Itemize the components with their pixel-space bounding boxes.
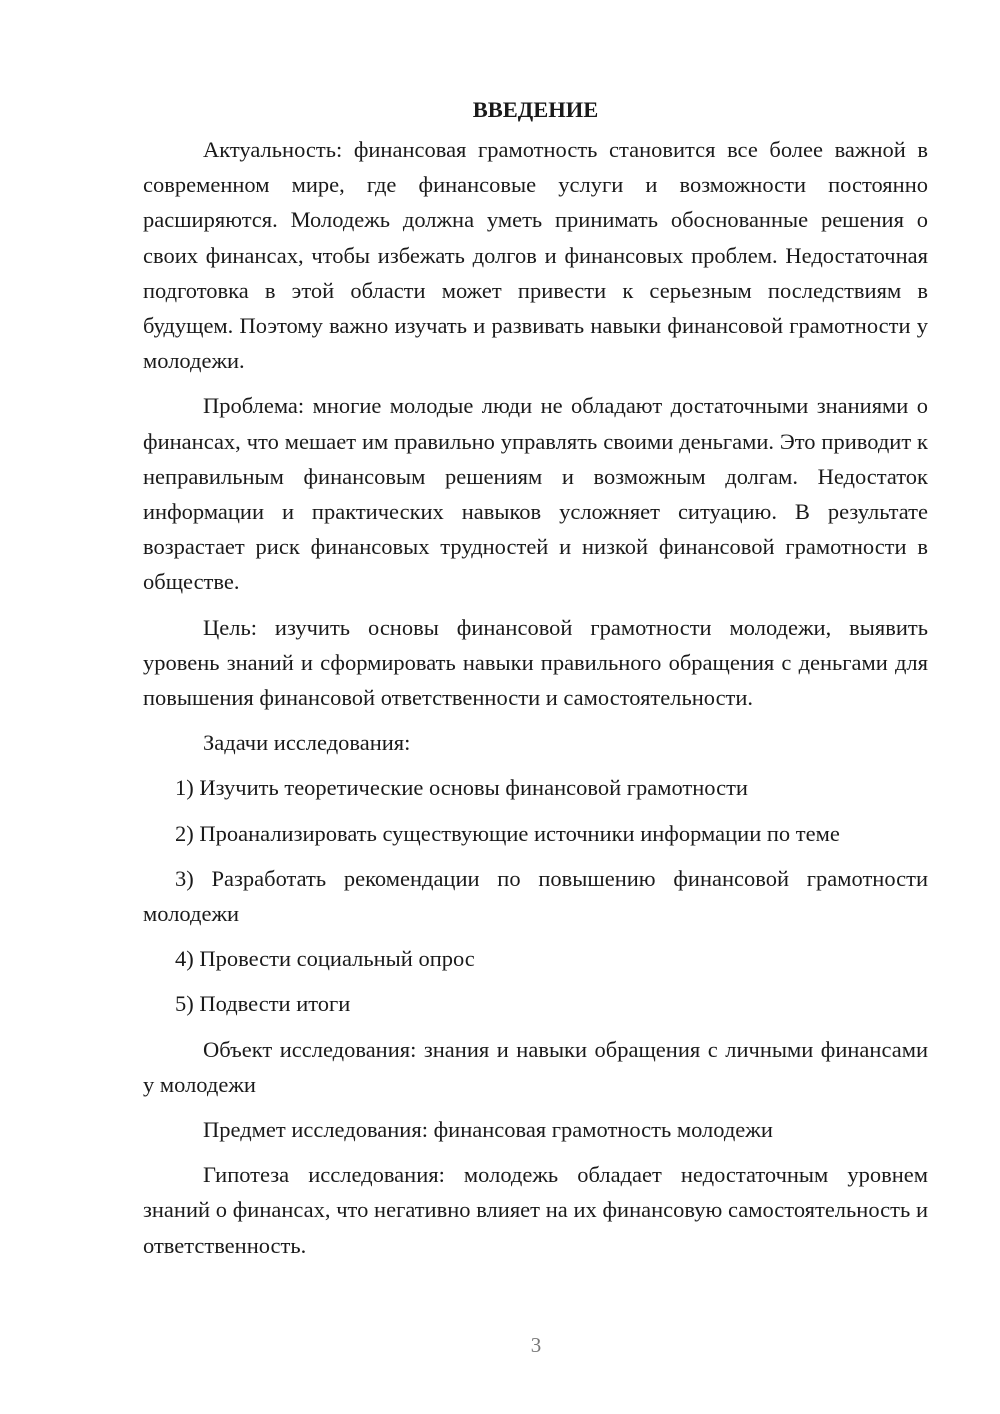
hypothesis-paragraph: Гипотеза исследования: молодежь обладает недостаточным уровнем знаний о финансах, что негативно влияет на их финансовую самостоятельность и ответственность. — [143, 1162, 928, 1258]
tasks-heading: Задачи исследования: — [203, 730, 411, 756]
relevance-paragraph: Актуальность: финансовая грамотность становится все более важной в современном мире, где финансовые услуги и возможности постоянно расширяются. Молодежь должна уметь принимать обоснованные решения о своих финансах, чтобы избежать долгов и финансовых проблем. Недостаточная подготовка в этой области может привести к серьезным последствиям в будущем. Поэтому важно изучать и развивать навыки финансовой грамотности у молодежи. — [143, 137, 928, 374]
page-number: 3 — [530, 1333, 542, 1357]
goal-paragraph: Цель: изучить основы финансовой грамотности молодежи, выявить уровень знаний и сформировать навыки правильного обращения с деньгами для повышения финансовой ответственности и самостоятельности. — [143, 614, 928, 711]
problem-paragraph: Проблема: многие молодые люди не обладают достаточными знаниями о финансах, что мешает им правильно управлять своими деньгами. Это приводит к неправильным финансовым решениям и возможным долгам. Недостаток информации и практических навыков усложняет ситуацию. В результате возрастает риск финансовых трудностей и низкой финансовой грамотности в обществе. — [143, 393, 928, 595]
task-item: 4) Провести социальный опрос — [175, 946, 475, 972]
object-paragraph: Объект исследования: знания и навыки обращения с личными финансами у молодежи — [143, 1036, 928, 1097]
document-page — [143, 92, 928, 1273]
task-item: 5) Подвести итоги — [175, 991, 351, 1017]
subject-paragraph: Предмет исследования: финансовая грамотность молодежи — [203, 1117, 773, 1143]
page-title: ВВЕДЕНИЕ — [472, 97, 599, 122]
task-item: 1) Изучить теоретические основы финансовой грамотности — [175, 775, 748, 801]
task-item: 3) Разработать рекомендации по повышению финансовой грамотности молодежи — [143, 865, 928, 927]
task-item: 2) Проанализировать существующие источники информации по теме — [175, 820, 840, 846]
